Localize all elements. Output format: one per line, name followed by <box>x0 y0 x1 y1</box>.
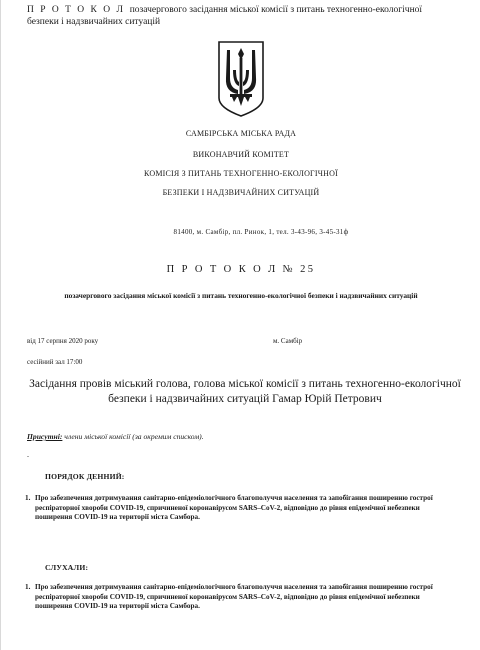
header-protocol-word: П Р О Т О К О Л <box>27 5 125 15</box>
protocol-subtitle: позачергового засідання міської комісії з питань техногенно-екологічної безпеки і надзвичайних ситуацій <box>64 291 418 300</box>
agenda-item-text: Про забезпечення дотримування санітарно-епідеміологічного благополуччя населення та запобігання поширенню гострої респіраторної хвороби COVID-19, спричиненої коронавірусом SARS–CoV-2, відповідно до рівня епідемічної небезпеки поширення COVID-19 на території міста Самбора. <box>35 494 433 522</box>
present-text: члени міської комісії (за окремим списком). <box>62 432 204 441</box>
meeting-date: від 17 серпня 2020 року <box>27 337 99 345</box>
org-address: 81400, м. Самбір, пл. Ринок, 1, тел. 3-43-96, 3-45-31ф <box>173 228 349 236</box>
document-header <box>27 4 467 28</box>
heard-heading: СЛУХАЛИ: <box>45 563 89 572</box>
org-council: САМБІРСЬКА МІСЬКА РАДА <box>185 129 297 138</box>
trident-icon <box>216 40 266 118</box>
agenda-item-number: 1. <box>25 494 31 502</box>
meeting-hall: сесійний зал 17:00 <box>27 358 83 366</box>
org-commission-line2: БЕЗПЕКИ І НАДЗВИЧАЙНИХ СИТУАЦІЙ <box>162 188 320 197</box>
agenda-heading: ПОРЯДОК ДЕННИЙ: <box>45 472 125 481</box>
header-line2: безпеки і надзвичайних ситуацій <box>27 17 161 27</box>
heard-item-number: 1. <box>25 583 31 591</box>
org-commission-line1: КОМІСІЯ З ПИТАНЬ ТЕХНОГЕННО-ЕКОЛОГІЧНОЇ <box>144 169 338 178</box>
present-line <box>27 432 204 441</box>
present-label: Присутні: <box>27 432 63 441</box>
meeting-place: м. Самбір <box>273 337 303 345</box>
org-committee: ВИКОНАВЧИЙ КОМІТЕТ <box>192 150 290 159</box>
stray-mark: . <box>27 450 29 459</box>
header-line1: позачергового засідання міської комісії з питань техногенно-екологічної <box>129 5 423 15</box>
heard-item-text: Про забезпечення дотримування санітарно-епідеміологічного благополуччя населення та запобігання поширенню гострої респіраторної хвороби COVID-19, спричиненої коронавірусом SARS–CoV-2, відповідно до рівня епідемічної небезпеки поширення COVID-19 на території міста Самбора. <box>35 583 433 611</box>
chair-text: Засідання провів міський голова, голова міської комісії з питань техногенно-екологічної безпеки і надзвичайних ситуацій Гамар Юрій Петрович <box>29 378 461 405</box>
protocol-title: П Р О Т О К О Л № 25 <box>166 264 316 275</box>
